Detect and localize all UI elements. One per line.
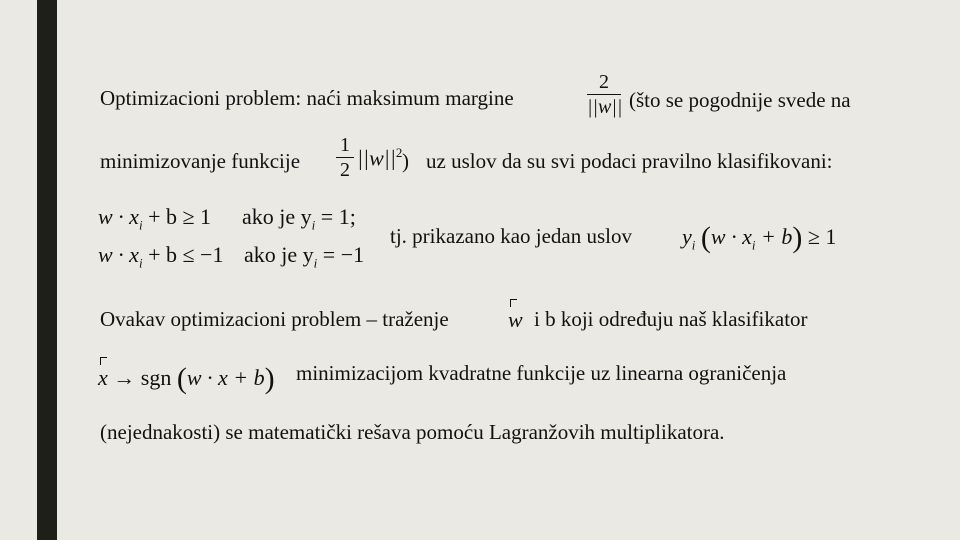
text-line-1b: (što se pogodnije svede na [629, 88, 851, 112]
constraint-1 [98, 206, 211, 231]
text-line-3: tj. prikazano kao jedan uslov [390, 224, 633, 248]
text-line-6: (nejednakosti) se matematički rešava pomoću Lagranžovih multiplikatora. [100, 420, 725, 444]
margin-fraction [587, 72, 621, 117]
classifier-close-paren: ) [264, 362, 275, 395]
text-line-4a: Ovakav optimizacioni problem – traženje [100, 307, 449, 331]
unified-close-paren: ) [792, 221, 803, 254]
unified-constraint [682, 220, 837, 254]
objective-denominator: 2 [340, 159, 350, 181]
text-line-2b: ) [402, 149, 409, 173]
constraint-1-lhs: w · x [98, 204, 139, 229]
margin-denominator: ||w|| [587, 96, 623, 118]
constraint-1-condition [242, 206, 356, 231]
objective-fraction [336, 135, 354, 180]
condition-2-sub: i [313, 255, 318, 271]
classifier-open-paren: ( [176, 362, 187, 395]
norm-exponent: 2 [395, 145, 403, 160]
text-line-2c: uz uslov da su svi podaci pravilno klasifikovani: [426, 149, 833, 173]
classifier-formula [98, 361, 275, 395]
constraint-2-condition [244, 244, 364, 269]
constraint-1-sub: i [138, 217, 143, 233]
text-line-4b: i b koji određuju naš klasifikator [534, 307, 808, 331]
classifier-mid: w · x [186, 365, 228, 390]
unified-mid-sub: i [751, 237, 756, 253]
fraction-bar [336, 157, 354, 158]
unified-plus: + b [760, 224, 793, 249]
fraction-bar [587, 94, 621, 95]
condition-1-rest: = 1; [320, 204, 356, 229]
classifier-x: x [98, 365, 108, 390]
condition-1-sub: i [311, 217, 316, 233]
objective-norm [357, 146, 402, 169]
unified-mid: w · x [710, 224, 752, 249]
constraint-2-lhs: w · x [98, 242, 139, 267]
unified-sub: i [691, 237, 696, 253]
left-accent-bar [37, 0, 57, 540]
text-line-1: Optimizacioni problem: naći maksimum margine [100, 86, 514, 110]
margin-numerator: 2 [599, 71, 609, 93]
w-vector: w [508, 307, 523, 332]
norm-w: ||w|| [357, 145, 396, 171]
objective-numerator: 1 [340, 134, 350, 156]
constraint-2-sub: i [138, 255, 143, 271]
unified-y: y [682, 224, 692, 249]
text-line-5: minimizacijom kvadratne funkcije uz linearna ograničenja [296, 361, 787, 385]
condition-1-text: ako je y [242, 204, 312, 229]
condition-2-rest: = −1 [322, 242, 365, 267]
unified-rest: ≥ 1 [807, 224, 837, 249]
constraint-1-rest: + b ≥ 1 [148, 204, 212, 229]
constraint-2 [98, 244, 223, 269]
classifier-plus: + b [233, 365, 265, 390]
w-vector-symbol [508, 309, 523, 331]
text-line-2a: minimizovanje funkcije [100, 149, 301, 173]
classifier-arrow: → sgn [113, 365, 172, 390]
constraint-2-rest: + b ≤ −1 [148, 242, 224, 267]
condition-2-text: ako je y [244, 242, 314, 267]
unified-open-paren: ( [700, 221, 711, 254]
